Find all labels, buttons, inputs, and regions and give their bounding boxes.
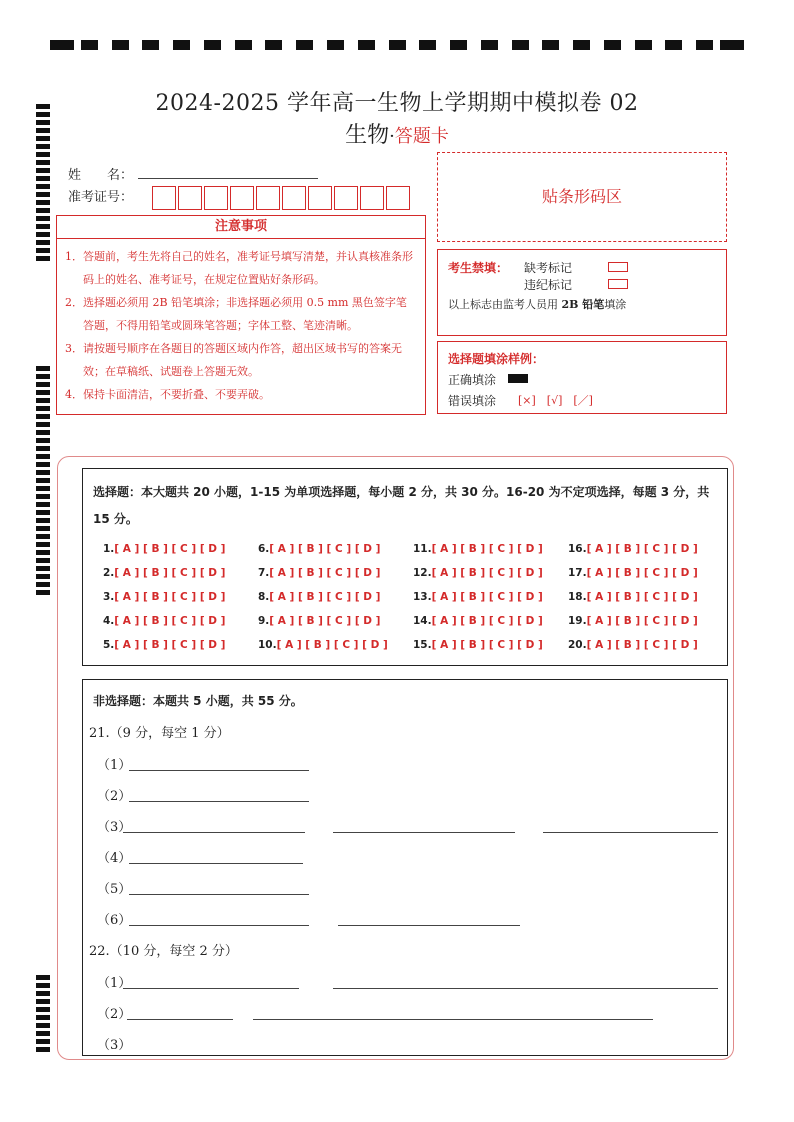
id-label: 准考证号： (68, 190, 134, 205)
mcq-number: 14. (413, 615, 432, 627)
mcq-question[interactable] (568, 567, 698, 579)
notice-item: 3．请按题号顺序在各题目的答题区域内作答，超出区域书写的答案无效；在草稿纸、试题卷上答题无效。 (65, 342, 402, 378)
q21-sub6-blank-b[interactable] (338, 925, 520, 926)
sample-title: 选择题填涂样例： (448, 352, 545, 366)
id-digit-box[interactable] (152, 186, 176, 210)
q22-sub2-blank-b[interactable] (253, 1019, 653, 1020)
mcq-number: 12. (413, 567, 432, 579)
timing-mark (36, 256, 50, 261)
timing-mark (512, 40, 529, 50)
subtitle-suffix: 答题卡 (394, 126, 449, 147)
mcq-options[interactable]: [ A ] [ B ] [ C ] [ D ] (276, 639, 388, 651)
timing-mark (696, 40, 713, 50)
mcq-number: 11. (413, 543, 432, 555)
q22-sub2-blank-a[interactable] (127, 1019, 233, 1020)
notice-title: 注意事项 (57, 216, 425, 239)
mcq-number: 13. (413, 591, 432, 603)
timing-mark (665, 40, 682, 50)
forbid-label: 考生禁填： (448, 261, 509, 275)
timing-mark (36, 534, 50, 539)
timing-mark (36, 366, 50, 371)
id-digit-box[interactable] (204, 186, 228, 210)
q22-sub1-label: （1） (97, 976, 132, 991)
correct-fill-label: 正确填涂 (448, 373, 497, 387)
mcq-number: 10. (258, 639, 277, 651)
q21-sub3-blank-b[interactable] (333, 832, 515, 833)
timing-mark (36, 1015, 50, 1020)
mcq-question[interactable] (103, 543, 225, 555)
mcq-options[interactable]: [ A ] [ B ] [ C ] [ D ] (431, 591, 543, 603)
absent-mark-box[interactable] (608, 262, 628, 272)
timing-mark (36, 248, 50, 253)
mcq-question[interactable] (103, 639, 225, 651)
timing-mark (50, 40, 74, 50)
wrong-fill-label: 错误填涂 (448, 394, 497, 408)
timing-mark (204, 40, 221, 50)
mcq-number: 18. (568, 591, 587, 603)
mcq-question[interactable] (413, 591, 543, 603)
timing-mark (36, 558, 50, 563)
mcq-question[interactable] (103, 615, 225, 627)
absent-mark-label: 缺考标记 (524, 261, 573, 275)
fill-sample-box (437, 341, 727, 414)
barcode-area: 贴条形码区 (437, 152, 727, 242)
mcq-number: 8. (258, 591, 270, 603)
timing-mark (36, 1023, 50, 1028)
timing-mark (36, 502, 50, 507)
timing-mark (36, 208, 50, 213)
timing-mark (36, 168, 50, 173)
timing-mark (419, 40, 436, 50)
q22-sub1-blank-a[interactable] (123, 988, 299, 989)
timing-mark (36, 526, 50, 531)
timing-mark (235, 40, 252, 50)
timing-marks-top (50, 38, 744, 50)
mcq-question[interactable] (413, 543, 543, 555)
mcq-number: 5. (103, 639, 115, 651)
timing-mark (36, 1007, 50, 1012)
notice-item: 1．答题前，考生先将自己的姓名，准考证号填写清楚，并认真核准条形码上的姓名、准考证号，在规定位置贴好条形码。 (65, 250, 413, 286)
id-digit-box[interactable] (308, 186, 332, 210)
timing-mark (542, 40, 559, 50)
q22-sub2-label: （2） (97, 1007, 132, 1022)
forbid-note-pre: 以上标志由监考人员用 (448, 298, 562, 311)
mcq-question[interactable] (103, 567, 225, 579)
q21-sub1-label: （1） (97, 758, 132, 773)
timing-mark (36, 590, 50, 595)
mcq-number: 1. (103, 543, 115, 555)
mcq-number: 3. (103, 591, 115, 603)
mcq-number: 9. (258, 615, 270, 627)
mcq-description: 选择题：本大题共 20 小题，1-15 为单项选择题，每小题 2 分，共 30 分。16-20 为不定项选择，每题 3 分，共 15 分。 (93, 485, 710, 526)
mcq-question[interactable] (258, 567, 380, 579)
q22-sub1-blank-b[interactable] (333, 988, 718, 989)
mcq-options[interactable]: [ A ] [ B ] [ C ] [ D ] (114, 567, 226, 579)
mcq-options[interactable]: [ A ] [ B ] [ C ] [ D ] (586, 543, 698, 555)
timing-mark (36, 462, 50, 467)
name-field[interactable] (138, 178, 318, 179)
q21-sub4-label: （4） (97, 851, 132, 866)
q21-sub5-label: （5） (97, 882, 132, 897)
timing-mark (36, 566, 50, 571)
q21-sub1-blank[interactable] (129, 770, 309, 771)
q21-sub3-blank-a[interactable] (123, 832, 305, 833)
mcq-question[interactable] (258, 591, 380, 603)
q21-sub3-label: （3） (97, 820, 132, 835)
q22-sub3-label: （3） (97, 1038, 132, 1053)
mcq-options[interactable]: [ A ] [ B ] [ C ] [ D ] (586, 615, 698, 627)
q21-sub6-label: （6） (97, 913, 132, 928)
timing-mark (36, 430, 50, 435)
timing-mark (36, 414, 50, 419)
mcq-number: 7. (258, 567, 270, 579)
timing-mark (36, 991, 50, 996)
correct-fill-example (508, 374, 528, 383)
timing-mark (36, 454, 50, 459)
q22-title: 22.（10 分，每空 2 分） (89, 944, 238, 959)
mcq-options[interactable]: [ A ] [ B ] [ C ] [ D ] (114, 591, 226, 603)
timing-mark (36, 446, 50, 451)
timing-mark (296, 40, 313, 50)
q21-sub3-blank-c[interactable] (543, 832, 718, 833)
timing-mark (573, 40, 590, 50)
timing-mark (36, 152, 50, 157)
timing-mark (635, 40, 652, 50)
mcq-options[interactable]: [ A ] [ B ] [ C ] [ D ] (586, 639, 698, 651)
timing-mark (36, 200, 50, 205)
timing-mark (36, 574, 50, 579)
timing-mark (450, 40, 467, 50)
timing-mark (142, 40, 159, 50)
mcq-section (82, 468, 728, 666)
timing-mark (36, 1039, 50, 1044)
timing-mark (389, 40, 406, 50)
mcq-options[interactable]: [ A ] [ B ] [ C ] [ D ] (431, 639, 543, 651)
timing-marks-left-lower (36, 975, 50, 1055)
mcq-question[interactable] (258, 615, 380, 627)
violation-mark-box[interactable] (608, 279, 628, 289)
wrong-fill-examples: [×] [√] [／] (518, 394, 593, 407)
mcq-question[interactable] (413, 615, 543, 627)
mcq-question[interactable] (413, 639, 543, 651)
mcq-question[interactable] (568, 591, 698, 603)
notice-box (56, 215, 426, 415)
mcq-number: 15. (413, 639, 432, 651)
timing-mark (36, 184, 50, 189)
timing-mark (36, 216, 50, 221)
mcq-number: 20. (568, 639, 587, 651)
mcq-options[interactable]: [ A ] [ B ] [ C ] [ D ] (269, 567, 381, 579)
mcq-options[interactable]: [ A ] [ B ] [ C ] [ D ] (431, 543, 543, 555)
mcq-number: 17. (568, 567, 587, 579)
timing-mark (36, 494, 50, 499)
timing-mark (81, 40, 98, 50)
q21-title: 21.（9 分，每空 1 分） (89, 726, 230, 741)
notice-item: 4．保持卡面清洁，不要折叠、不要弄破。 (65, 388, 270, 401)
q21-sub2-blank[interactable] (129, 801, 309, 802)
forbid-note-post: 填涂 (604, 298, 627, 311)
proctor-only-box (437, 249, 727, 336)
timing-mark (36, 518, 50, 523)
free-header: 非选择题：本题共 5 小题，共 55 分。 (93, 694, 303, 708)
timing-mark (112, 40, 129, 50)
notice-item: 2．选择题必须用 2B 铅笔填涂；非选择题必须用 0.5 mm 黑色签字笔答题，不得用铅笔或圆珠笔答题；字体工整、笔迹清晰。 (65, 296, 407, 332)
subject-name: 生物 (345, 123, 390, 148)
mcq-options[interactable]: [ A ] [ B ] [ C ] [ D ] (114, 543, 226, 555)
mcq-number: 19. (568, 615, 587, 627)
mcq-number: 2. (103, 567, 115, 579)
q21-sub2-label: （2） (97, 789, 132, 804)
id-digit-box[interactable] (256, 186, 280, 210)
mcq-options[interactable]: [ A ] [ B ] [ C ] [ D ] (586, 591, 698, 603)
q21-sub6-blank-a[interactable] (129, 925, 309, 926)
page-title: 2024-2025 学年高一生物上学期期中模拟卷 02 (155, 91, 639, 116)
id-digit-box[interactable] (282, 186, 306, 210)
timing-mark (36, 390, 50, 395)
forbid-note (448, 296, 626, 312)
timing-mark (265, 40, 282, 50)
timing-mark (36, 382, 50, 387)
mcq-options[interactable]: [ A ] [ B ] [ C ] [ D ] (114, 615, 226, 627)
mcq-question[interactable] (103, 591, 225, 603)
timing-mark (36, 486, 50, 491)
mcq-question[interactable] (258, 543, 380, 555)
timing-mark (36, 510, 50, 515)
mcq-question[interactable] (568, 615, 698, 627)
notice-list (65, 245, 417, 406)
timing-mark (36, 550, 50, 555)
timing-mark (36, 398, 50, 403)
id-digit-box[interactable] (230, 186, 254, 210)
id-digit-box[interactable] (386, 186, 410, 210)
timing-mark (36, 983, 50, 988)
mcq-options[interactable]: [ A ] [ B ] [ C ] [ D ] (114, 639, 226, 651)
mcq-question[interactable] (568, 543, 698, 555)
timing-mark (173, 40, 190, 50)
q21-sub5-blank[interactable] (129, 894, 309, 895)
timing-mark (36, 438, 50, 443)
free-response-section (82, 679, 728, 1056)
id-digit-box[interactable] (334, 186, 358, 210)
timing-mark (720, 40, 744, 50)
mcq-options[interactable]: [ A ] [ B ] [ C ] [ D ] (269, 591, 381, 603)
timing-mark (36, 224, 50, 229)
timing-mark (36, 1031, 50, 1036)
mcq-options[interactable]: [ A ] [ B ] [ C ] [ D ] (586, 567, 698, 579)
mcq-options[interactable]: [ A ] [ B ] [ C ] [ D ] (269, 543, 381, 555)
timing-mark (36, 176, 50, 181)
violation-mark-label: 违纪标记 (524, 278, 573, 292)
timing-mark (36, 406, 50, 411)
id-digit-box[interactable] (178, 186, 202, 210)
mcq-options[interactable]: [ A ] [ B ] [ C ] [ D ] (431, 567, 543, 579)
timing-mark (36, 975, 50, 980)
mcq-number: 16. (568, 543, 587, 555)
timing-mark (481, 40, 498, 50)
mcq-options[interactable]: [ A ] [ B ] [ C ] [ D ] (431, 615, 543, 627)
name-label: 姓 名： (68, 168, 134, 183)
mcq-number: 4. (103, 615, 115, 627)
timing-mark (36, 582, 50, 587)
mcq-options[interactable]: [ A ] [ B ] [ C ] [ D ] (269, 615, 381, 627)
page-subtitle (0, 118, 794, 149)
timing-mark (36, 232, 50, 237)
timing-mark (358, 40, 375, 50)
timing-mark (36, 422, 50, 427)
timing-mark (36, 470, 50, 475)
id-digit-box[interactable] (360, 186, 384, 210)
timing-mark (36, 192, 50, 197)
mcq-number: 6. (258, 543, 270, 555)
timing-mark (604, 40, 621, 50)
timing-marks-left-middle (36, 366, 50, 598)
timing-mark (36, 240, 50, 245)
timing-mark (36, 999, 50, 1004)
mcq-question[interactable] (568, 639, 698, 651)
timing-mark (36, 542, 50, 547)
timing-mark (36, 374, 50, 379)
timing-mark (327, 40, 344, 50)
mcq-question[interactable] (258, 639, 388, 651)
subtitle-dot: · (389, 126, 395, 147)
timing-mark (36, 160, 50, 165)
timing-mark (36, 478, 50, 483)
forbid-note-bold: 2B 铅笔 (561, 298, 605, 311)
mcq-question[interactable] (413, 567, 543, 579)
timing-mark (36, 1047, 50, 1052)
q21-sub4-blank[interactable] (129, 863, 303, 864)
